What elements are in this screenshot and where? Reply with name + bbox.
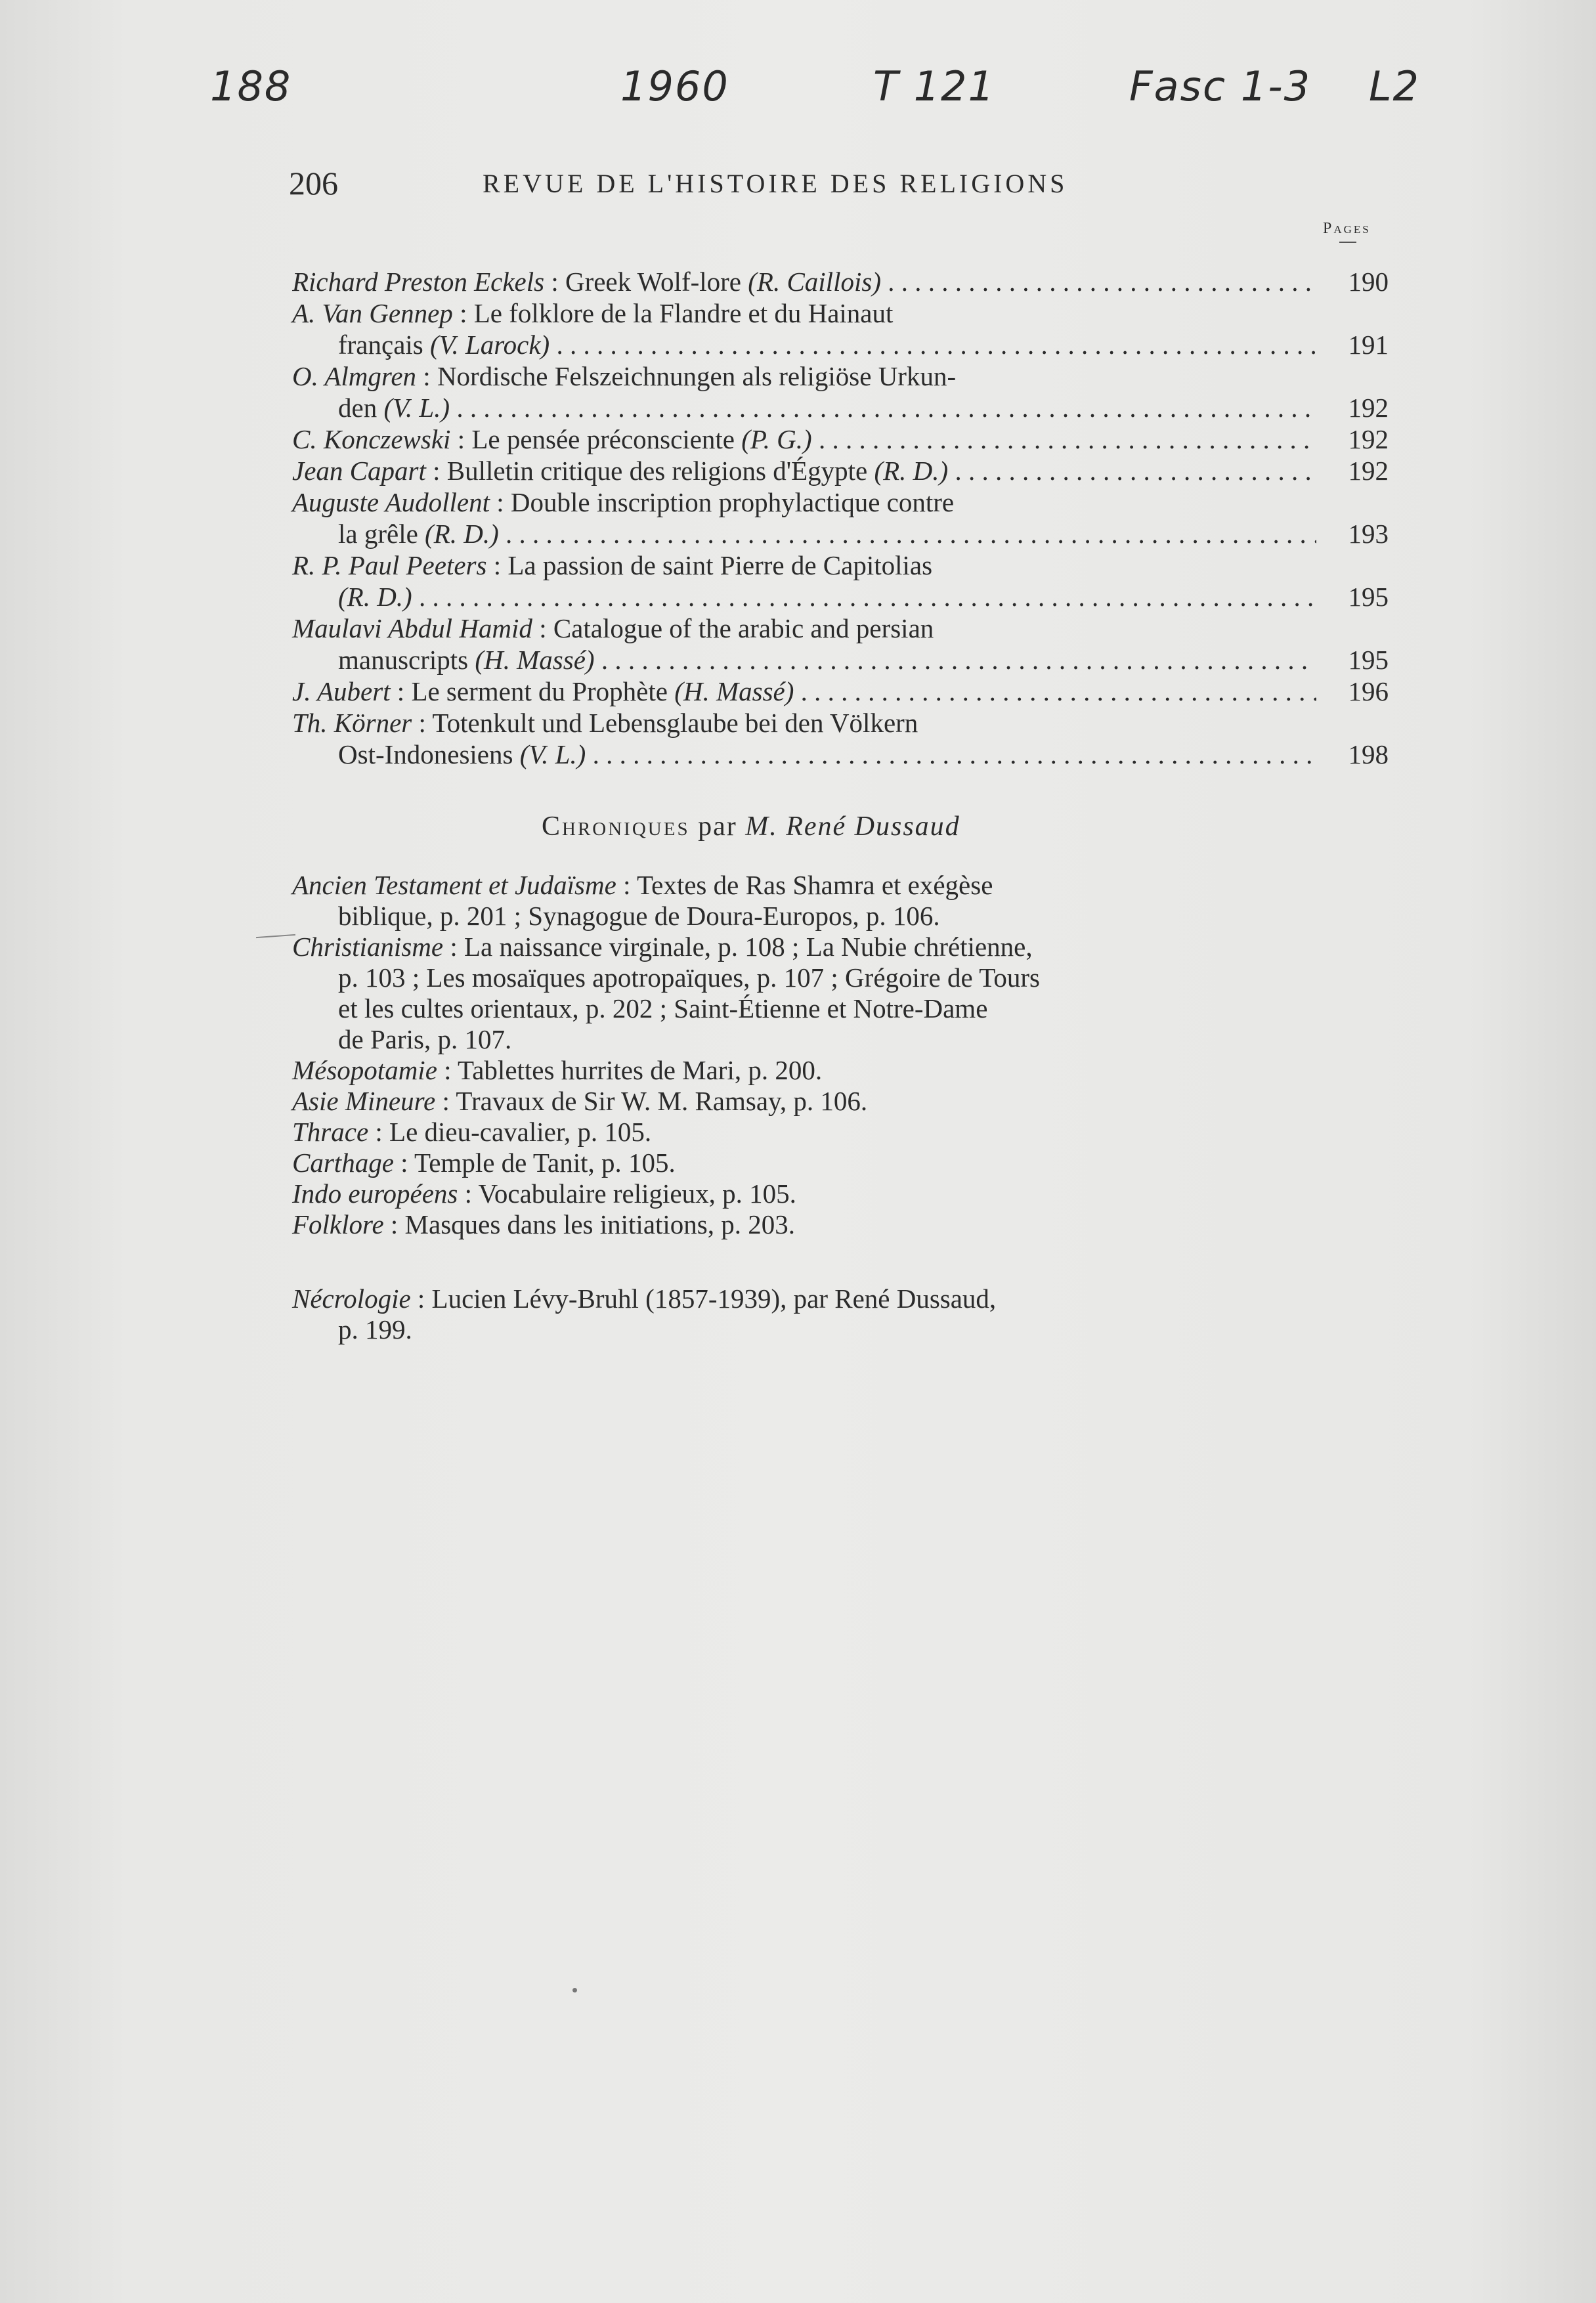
- chronique-item: [292, 1055, 1395, 1086]
- toc-entry-text: [292, 298, 893, 328]
- toc-author: Th. Körner: [292, 708, 412, 738]
- chronique-item: [292, 1117, 1395, 1148]
- toc-entry-text: [292, 266, 1316, 297]
- chronique-line: [292, 1086, 1395, 1117]
- toc-author: R. P. Paul Peeters: [292, 550, 487, 580]
- toc-reviewer: (P. G.): [741, 424, 812, 454]
- toc-title: : La passion de saint Pierre de Capitolias: [486, 550, 933, 580]
- toc-entry-text: [292, 423, 1316, 455]
- toc-title: : Catalogue of the arabic and persian: [532, 613, 934, 643]
- necrologie-text: : Lucien Lévy-Bruhl (1857-1939), par René Dussaud,: [410, 1283, 997, 1314]
- toc-title: la grêle: [338, 519, 425, 549]
- page-number: 206: [289, 165, 338, 202]
- toc-entry-text: [292, 676, 1316, 707]
- toc-title: français: [338, 330, 430, 360]
- toc-author: Richard Preston Eckels: [292, 267, 545, 297]
- chronique-topic: Christianisme: [292, 932, 444, 962]
- toc-entry-text: [338, 329, 1316, 360]
- chroniques-list: [292, 870, 1395, 1240]
- pages-column-label: Pages: [1323, 220, 1371, 237]
- toc-reviewer: (V. L.): [519, 739, 586, 769]
- handwritten-note-2: 1960: [620, 62, 729, 110]
- chronique-text: : Masques dans les initiations, p. 203.: [383, 1209, 796, 1239]
- toc-entry-text: [338, 644, 1316, 676]
- toc-page-number: 193: [1348, 519, 1389, 549]
- page-header: [289, 164, 1379, 204]
- toc-entry-line: [292, 486, 1389, 518]
- chroniques-par: par: [698, 811, 737, 842]
- toc-title: Ost-Indonesiens: [338, 739, 520, 769]
- handwritten-note-1: 188: [210, 62, 292, 110]
- toc-entry-text: [292, 487, 954, 517]
- toc-entry-text: [338, 392, 1316, 423]
- chronique-topic: Carthage: [292, 1148, 394, 1178]
- toc-entry-line: [292, 297, 1389, 329]
- toc-entry-line: [292, 329, 1389, 360]
- chronique-text: : Le dieu-cavalier, p. 105.: [368, 1117, 652, 1147]
- toc-entry-line: [292, 423, 1389, 455]
- toc-title: : Totenkult und Lebensglaube bei den Völkern: [412, 708, 918, 738]
- toc-title: : Nordische Felszeichnungen als religiöse Urkun-: [416, 361, 957, 391]
- toc-reviewer: (R. D.): [425, 519, 499, 549]
- necrologie-line: [292, 1283, 1395, 1314]
- toc-author: A. Van Gennep: [292, 298, 453, 328]
- toc-entry-line: [292, 266, 1389, 297]
- toc-author: Jean Capart: [292, 456, 426, 486]
- toc-page-number: 195: [1348, 645, 1389, 675]
- toc-page-number: 190: [1348, 267, 1389, 297]
- ink-dot: [572, 1988, 577, 1992]
- chronique-item: [292, 870, 1395, 932]
- chronique-topic: Folklore: [292, 1209, 384, 1239]
- chronique-item: [292, 1086, 1395, 1117]
- toc-title: : Bulletin critique des religions d'Égypte: [425, 456, 874, 486]
- pages-label-dash: [1339, 242, 1356, 243]
- toc-reviewer: (H. Massé): [674, 676, 794, 706]
- toc-entry-text: [338, 518, 1316, 549]
- chronique-line: [292, 1148, 1395, 1178]
- toc-entry-text: [292, 361, 956, 391]
- chronique-topic: Ancien Testament et Judaïsme: [292, 870, 616, 900]
- chronique-text: : Temple de Tanit, p. 105.: [393, 1148, 676, 1178]
- chronique-line: et les cultes orientaux, p. 202 ; Saint-Étienne et Notre-Dame: [338, 993, 988, 1023]
- toc-page-number: 195: [1348, 582, 1389, 612]
- toc-title: : Le pensée préconsciente: [450, 424, 742, 454]
- toc-entry-line: [292, 644, 1389, 676]
- toc-author: C. Konczewski: [292, 424, 451, 454]
- toc-entry-text: [292, 613, 934, 643]
- toc-title: : Le serment du Prophète: [390, 676, 675, 706]
- chronique-line: biblique, p. 201 ; Synagogue de Doura-Europos, p. 106.: [338, 901, 940, 931]
- toc-reviewer: (R. Caillois): [748, 267, 881, 297]
- toc-author: O. Almgren: [292, 361, 417, 391]
- necrologie-line: p. 199.: [338, 1314, 412, 1345]
- chronique-text: : Tablettes hurrites de Mari, p. 200.: [437, 1055, 823, 1085]
- chronique-line: [292, 870, 1395, 901]
- toc-entry-text: [292, 708, 918, 738]
- toc-title: den: [338, 393, 384, 423]
- toc-title: : Le folklore de la Flandre et du Hainaut: [452, 298, 894, 328]
- chronique-line: [292, 1117, 1395, 1148]
- chronique-line: [292, 1055, 1395, 1086]
- necrologie-entry: [292, 1283, 1395, 1345]
- toc-entry-line: [292, 739, 1389, 770]
- toc-entry-line: [292, 392, 1389, 423]
- toc-entry-text: [338, 739, 1316, 770]
- handwritten-note-4: Fasc 1-3: [1129, 62, 1312, 110]
- reviews-list: [292, 266, 1389, 770]
- chroniques-title: Chroniques: [542, 811, 690, 842]
- chronique-item: [292, 1209, 1395, 1240]
- toc-entry-text: [292, 550, 932, 580]
- toc-title: : Greek Wolf-lore: [544, 267, 748, 297]
- toc-entry-line: [292, 707, 1389, 739]
- chronique-line: p. 103 ; Les mosaïques apotropaïques, p. 107 ; Grégoire de Tours: [338, 962, 1041, 993]
- chronique-text: : Travaux de Sir W. M. Ramsay, p. 106.: [435, 1086, 868, 1116]
- toc-title: manuscripts: [338, 645, 475, 675]
- chroniques-author: M. René Dussaud: [745, 811, 960, 842]
- toc-page-number: 191: [1348, 330, 1389, 360]
- chronique-text: : La naissance virginale, p. 108 ; La Nubie chrétienne,: [443, 932, 1033, 962]
- toc-entry-line: [292, 549, 1389, 581]
- toc-entry-line: [292, 455, 1389, 486]
- chronique-item: [292, 932, 1395, 1055]
- chronique-line: [292, 1178, 1395, 1209]
- handwritten-note-3: T 121: [873, 62, 995, 110]
- toc-page-number: 192: [1348, 393, 1389, 423]
- chronique-line: [292, 1209, 1395, 1240]
- toc-entry-line: [292, 613, 1389, 644]
- toc-entry-line: [292, 360, 1389, 392]
- toc-reviewer: (R. D.): [338, 582, 412, 612]
- toc-reviewer: (V. Larock): [430, 330, 550, 360]
- toc-entry-text: [292, 455, 1316, 486]
- necrologie-topic: Nécrologie: [292, 1283, 411, 1314]
- toc-author: J. Aubert: [292, 676, 391, 706]
- chronique-topic: Mésopotamie: [292, 1055, 437, 1085]
- chroniques-heading: [542, 811, 960, 842]
- toc-page-number: 192: [1348, 456, 1389, 486]
- chronique-line: [292, 932, 1395, 962]
- toc-entry-line: [292, 518, 1389, 549]
- toc-author: Maulavi Abdul Hamid: [292, 613, 532, 643]
- chronique-text: : Vocabulaire religieux, p. 105.: [458, 1178, 796, 1209]
- chronique-topic: Thrace: [292, 1117, 369, 1147]
- toc-page-number: 196: [1348, 676, 1389, 706]
- toc-author: Auguste Audollent: [292, 487, 490, 517]
- chronique-topic: Indo européens: [292, 1178, 458, 1209]
- toc-reviewer: (V. L.): [383, 393, 450, 423]
- chronique-item: [292, 1178, 1395, 1209]
- toc-reviewer: (R. D.): [874, 456, 949, 486]
- toc-entry-line: [292, 676, 1389, 707]
- chronique-item: [292, 1148, 1395, 1178]
- chronique-topic: Asie Mineure: [292, 1086, 436, 1116]
- handwritten-note-5: L2: [1369, 62, 1420, 110]
- toc-entry-line: [292, 581, 1389, 613]
- toc-page-number: 192: [1348, 424, 1389, 454]
- chronique-text: : Textes de Ras Shamra et exégèse: [616, 870, 993, 900]
- running-head: REVUE DE L'HISTOIRE DES RELIGIONS: [483, 169, 1068, 198]
- chronique-line: de Paris, p. 107.: [338, 1024, 512, 1054]
- necrologie-paragraph: [292, 1283, 1395, 1345]
- toc-title: : Double inscription prophylactique contre: [490, 487, 955, 517]
- toc-entry-text: [338, 581, 1316, 613]
- toc-reviewer: (H. Massé): [475, 645, 595, 675]
- toc-page-number: 198: [1348, 739, 1389, 769]
